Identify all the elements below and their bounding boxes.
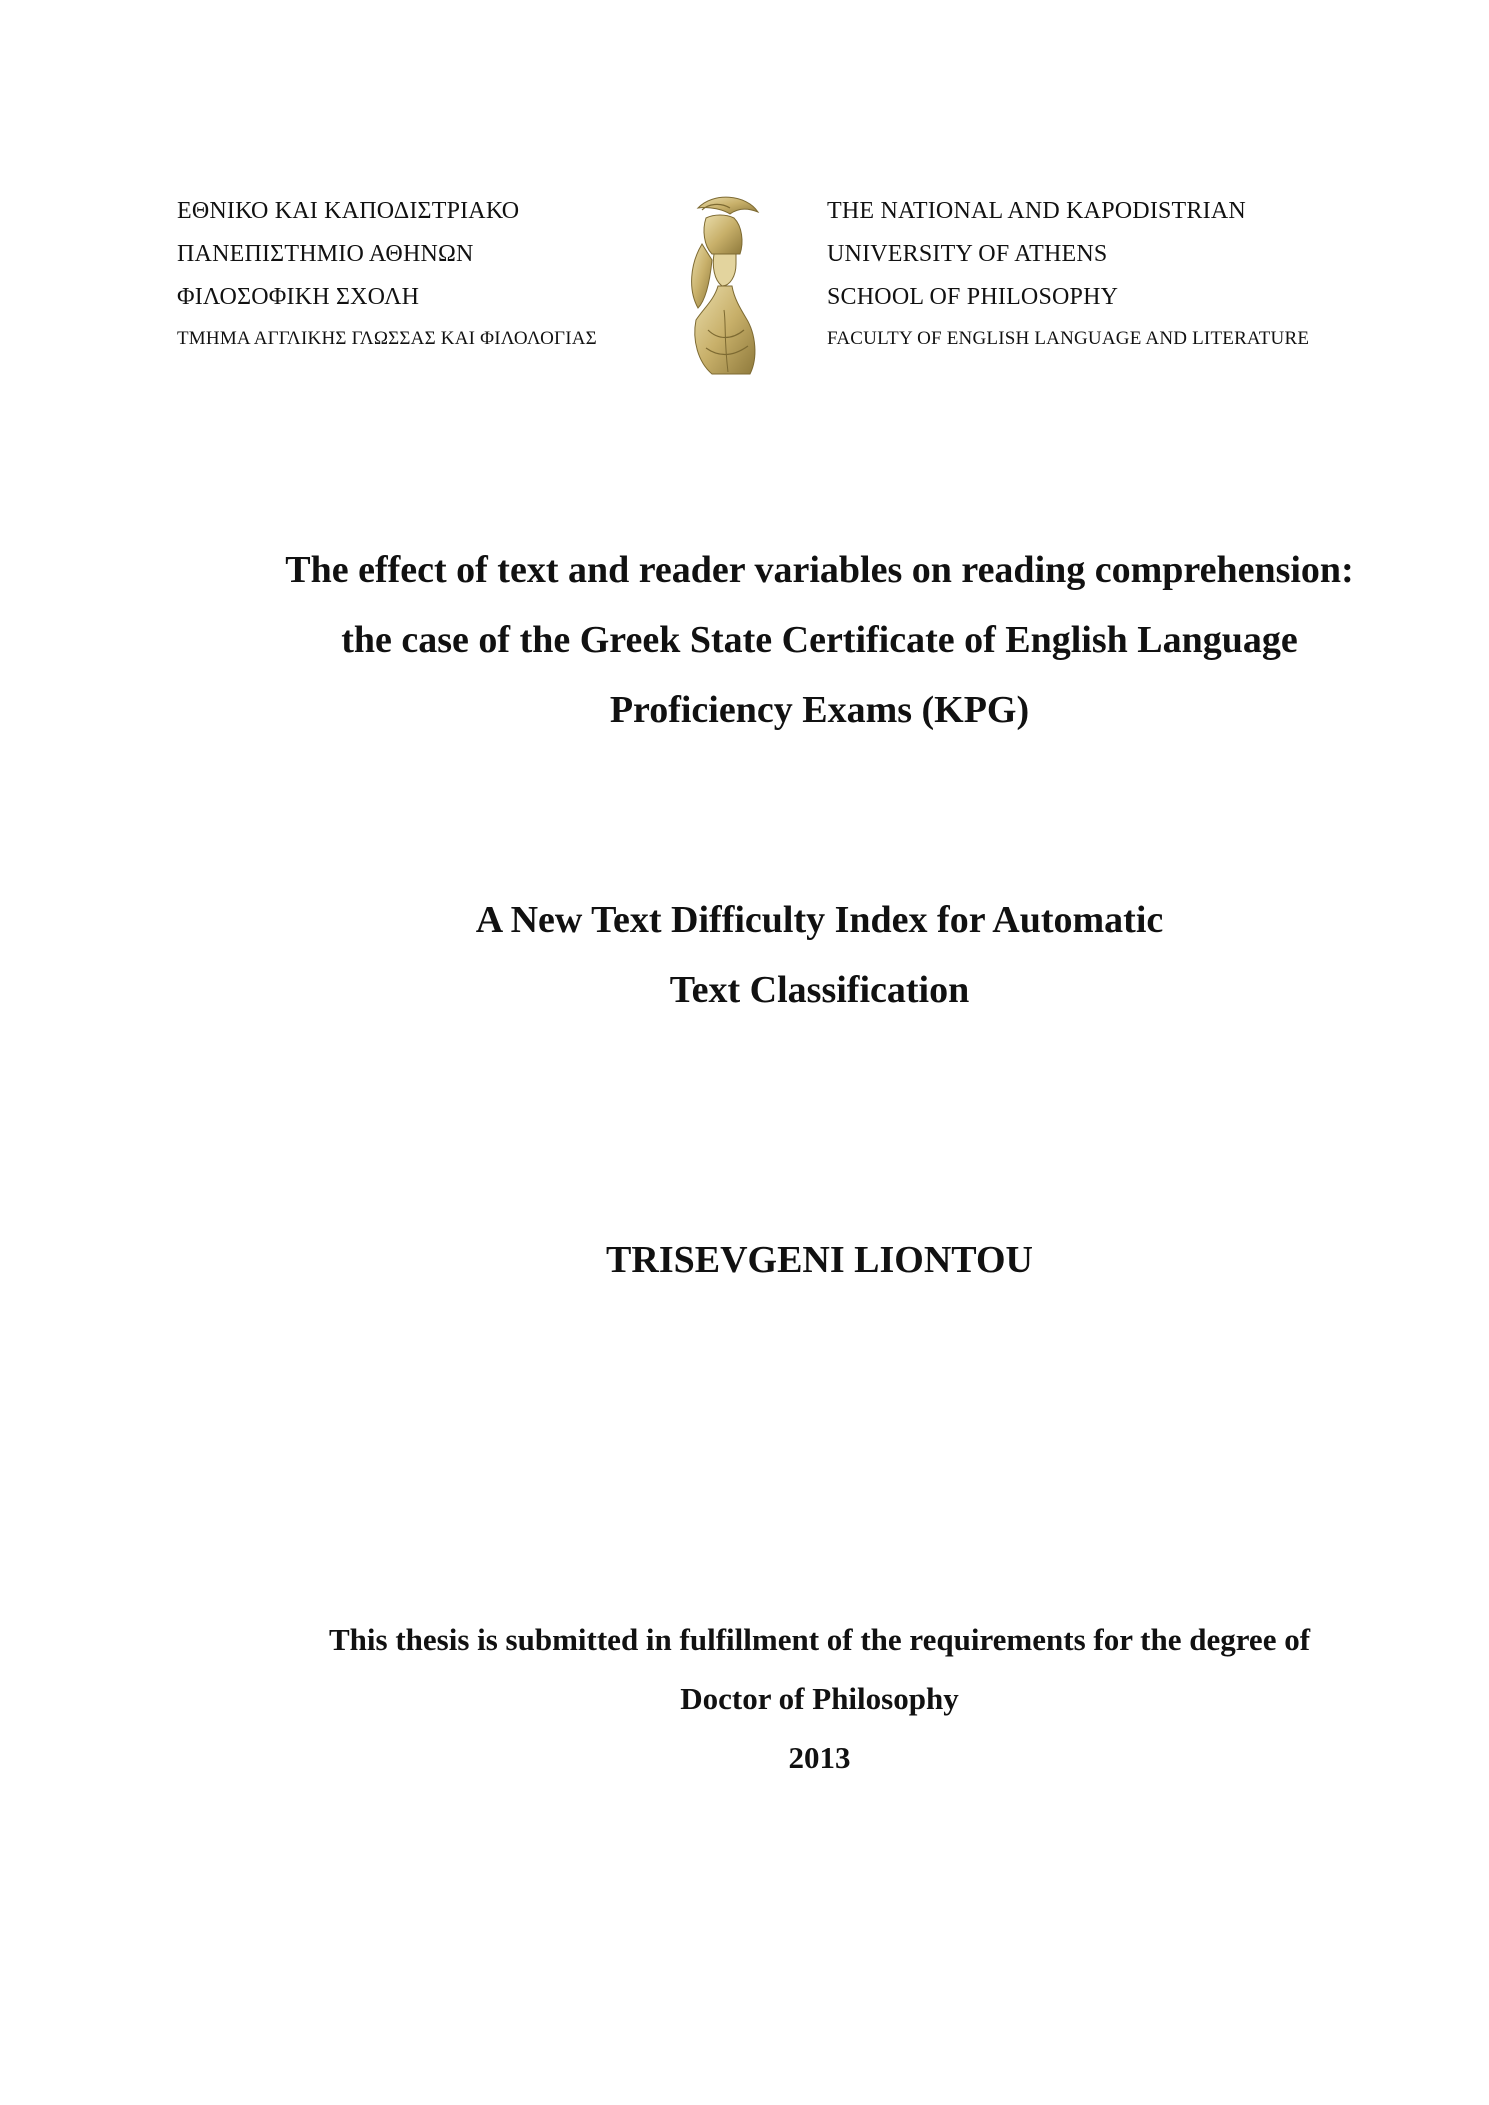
submission-statement	[0, 1610, 1489, 1787]
english-affiliation-line: UNIVERSITY OF ATHENS	[827, 241, 1108, 267]
greek-affiliation-line: ΦΙΛΟΣΟΦΙΚΗ ΣΧΟΛΗ	[177, 284, 420, 310]
thesis-title-line: The effect of text and reader variables on reading comprehension:	[285, 549, 1354, 591]
thesis-subtitle	[0, 885, 1489, 1025]
submission-year: 2013	[788, 1740, 851, 1775]
thesis-title	[0, 535, 1489, 745]
thesis-subtitle-line: Text Classification	[669, 969, 970, 1011]
greek-affiliation-line: ΤΜΗΜΑ ΑΓΓΛΙΚΗΣ ΓΛΩΣΣΑΣ ΚΑΙ ΦΙΛΟΛΟΓΙΑΣ	[177, 328, 597, 349]
author-name	[0, 1225, 1489, 1295]
author-name-text: TRISEVGENI LIONTOU	[606, 1239, 1033, 1281]
english-affiliation	[827, 190, 1309, 359]
degree-name: Doctor of Philosophy	[680, 1681, 959, 1716]
thesis-title-line: Proficiency Exams (KPG)	[609, 689, 1030, 731]
greek-affiliation	[177, 190, 597, 359]
greek-affiliation-line: ΠΑΝΕΠΙΣΤΗΜΙΟ ΑΘΗΝΩΝ	[177, 241, 474, 267]
thesis-subtitle-line: A New Text Difficulty Index for Automatic	[475, 899, 1164, 941]
athena-emblem-icon	[668, 190, 768, 380]
english-affiliation-line: FACULTY OF ENGLISH LANGUAGE AND LITERATURE	[827, 328, 1310, 349]
english-affiliation-line: SCHOOL OF PHILOSOPHY	[827, 284, 1119, 310]
thesis-title-line: the case of the Greek State Certificate of English Language	[341, 619, 1298, 661]
greek-affiliation-line: ΕΘΝΙΚΟ ΚΑΙ ΚΑΠΟΔΙΣΤΡΙΑΚΟ	[177, 198, 520, 224]
university-header	[0, 0, 1489, 400]
submission-statement-text: This thesis is submitted in fulfillment of the requirements for the degree of	[328, 1622, 1311, 1657]
english-affiliation-line: THE NATIONAL AND KAPODISTRIAN	[827, 198, 1246, 224]
